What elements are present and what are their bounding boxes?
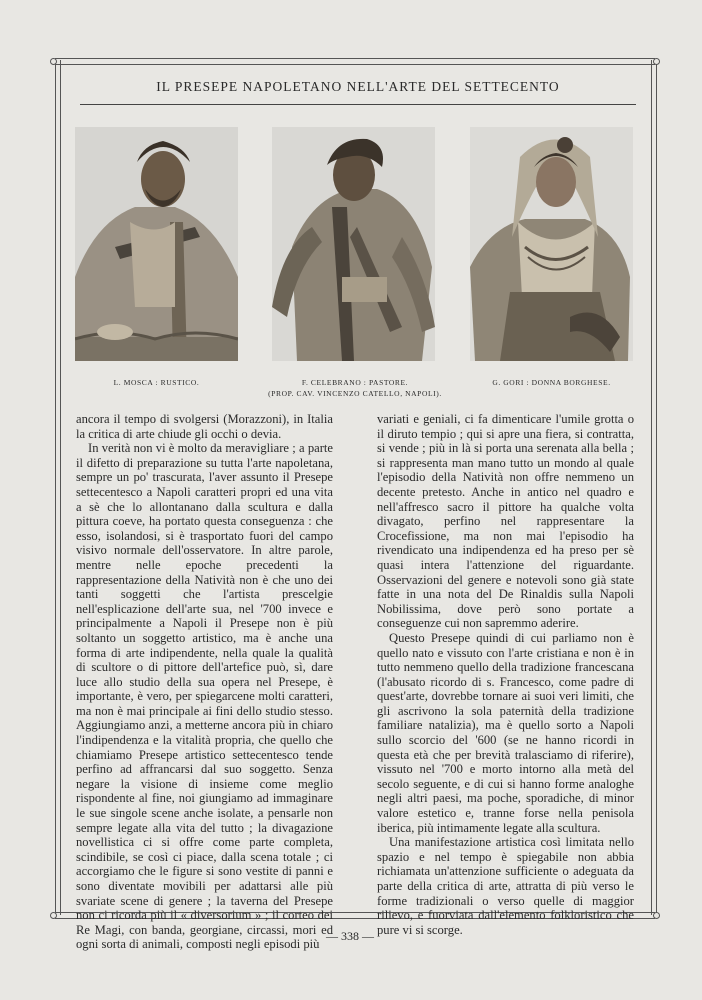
frame-corner-ornament xyxy=(50,912,57,919)
text-column-right xyxy=(377,412,634,937)
frame-top-rule xyxy=(55,58,655,65)
paragraph: In verità non vi è molto da meravigliare ; a parte il difetto di preparazione su tutta l'arte napoletana, sempre un po' trascurata, l'aver assunto il Presepe settecentesco a Napoli caratteri propri ed una vita a sè che lo allontanano dalla scultura e dalla pittura coeve, ha portato questa conseguenza : che esso, isolandosi, si è trasportato fuori del campo visivo normale dell'osservatore. In altre parole, mentre nelle epoche precedenti la rappresentazione della Natività non è che uno dei tanti soggetti che l'artista prescelgie nell'esplicazione dell'arte sua, nel '700 invece e principalmente a Napoli il Presepe non è più soltanto un soggetto artistico, ma è anche una forma di arte indipendente, nella quale la qualità di scultore o di pittore dell'artefice può, sì, dare luce allo studio della sua opera nel Presepe, è importante, è vero, per spiegarcene molti caratteri, ma non è mai principale ai fini dello studio stesso. Aggiungiamo anzi, a metterne ancora più in chiaro l'indipendenza e la vitalità propria, che quello che chiamiamo Presepe artistico settecentesco tende perfino ad affrancarsi dal suo soggetto. Senza negare la visione di insieme come meglio rispondente al fine, noi giungiamo ad immaginare le sue singole scene anche isolate, a pensarle non sempre legate alla vita del tutto ; la divagazione novellistica ci si offre come parte completa, scindibile, se così ci piace, dalla scena totale ; ci accorgiamo che le figure si sono vestite di panni e sono diventate movibili per adattarsi alle più svariate scene di genere ; la taverna del Presepe non ci ricorda più il « diversorium » ; il corteo dei Re Magi, con banda, georgiane, circassi, mori ed ogni sorta di animali, composti negli episodi più xyxy=(76,441,333,952)
frame-right-rule xyxy=(651,60,657,915)
running-header: IL PRESEPE NAPOLETANO NELL'ARTE DEL SETTECENTO xyxy=(156,79,560,94)
frame-corner-ornament xyxy=(653,912,660,919)
text-column-left xyxy=(76,412,333,952)
paragraph: Una manifestazione artistica così limitata nello spazio e nel tempo è spiegabile non abbia richiamata un'attenzione sufficiente o adeguata da parte della critica di arte, attratta di più verso le forme tradizionali o verso quelle di maggior rilievo, e fuorviata dall'elemento folkloristico che pure vi si scorge. xyxy=(377,835,634,937)
donna-borghese-figure-image xyxy=(470,127,633,361)
pastore-figure-image xyxy=(272,127,435,361)
paragraph: variati e geniali, ci fa dimenticare l'umile grotta o il diruto tempio ; qui si apre una fiera, si contratta, si vende ; più in là si porta una serenata alla bella ; si rappresenta man mano tutto un mondo al quale l'episodio della Natività non offre nemmeno un decente pretesto. Anche in antico nel quadro e nell'affresco sacro il pittore ha qualche volta divagato, perfino nel rappresentare la Crocefissione, ma non mai l'episodio ha rivendicato una indipendenza ed ha preso per sè quasi intera l'attenzione del riguardante. Osservazioni del genere e notevoli sono già state fatte in una nota del De Rinaldis sulla Napoli Nobilissima, dove però sono portate a conseguenze cui non sapremmo aderire. xyxy=(377,412,634,631)
paragraph: Questo Presepe quindi di cui parliamo non è quello nato e vissuto con l'arte cristiana e non è in tutto nemmeno quello della tradizione francescana (l'abusato ricordo di s. Francesco, come padre di quest'arte, dovrebbe tornare ai suoi veri limiti, che gli ascrivono la sola paternità della tradizione familiare natalizia), ma è quello sorto a Napoli sullo scorcio del '600 (se ne hanno ricordi in questa età che per brevità tralasciamo di riferire), vissuto nel '700 e morto intorno alla metà del secolo seguente, e di cui si hanno forme analoghe negli altri paesi, ma poche, sporadiche, di minor valore estetico e, tranne forse nella penisola iberica, più intimamente legate alla scultura. xyxy=(377,630,634,835)
figure-photo-pastore xyxy=(272,127,435,361)
figure-photo-donna-borghese xyxy=(470,127,633,361)
frame-left-rule xyxy=(55,60,61,915)
figure-photo-rustico xyxy=(75,127,238,361)
header-rule xyxy=(80,104,636,105)
figure-caption-rustico: L. MOSCA : RUSTICO. xyxy=(113,378,200,387)
frame-corner-ornament xyxy=(653,58,660,65)
figure-caption-pastore: F. CELEBRANO : PASTORE. xyxy=(301,378,409,387)
figure-caption-donna-borghese: G. GORI : DONNA BORGHESE. xyxy=(492,378,611,387)
frame-corner-ornament xyxy=(50,58,57,65)
paragraph: ancora il tempo di svolgersi (Morazzoni), in Italia la critica di arte chiude gli occhi o devia. xyxy=(76,412,333,441)
figure-caption-pastore-owner: (PROP. CAV. VINCENZO CATELLO, NAPOLI). xyxy=(268,389,442,398)
rustico-figure-image xyxy=(75,127,238,361)
page-number: — 338 — xyxy=(326,929,374,943)
